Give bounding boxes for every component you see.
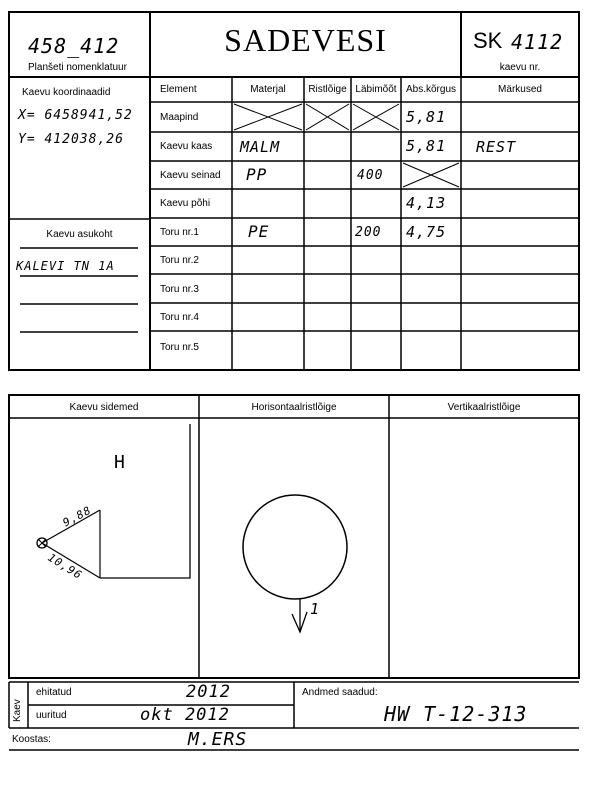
- plan-number: 458_412: [28, 34, 120, 58]
- col-header-markused: Märkused: [498, 84, 542, 95]
- row-abs: 5,81: [406, 108, 447, 126]
- uuritud-label: uuritud: [36, 710, 67, 721]
- col-header-labimoot: Läbimõõt: [355, 84, 397, 95]
- well-prefix: SK: [473, 28, 503, 53]
- row-abs: 5,81: [406, 137, 447, 155]
- row-element: Kaevu kaas: [160, 141, 213, 152]
- well-number: 4112: [511, 30, 564, 54]
- row-materjal: MALM: [240, 138, 281, 156]
- sketch-header-vertical: Vertikaalristlõige: [447, 402, 521, 413]
- row-materjal: PE: [248, 222, 270, 241]
- row-abs: 4,13: [406, 194, 447, 212]
- col-header-ristloige: Ristlõige: [308, 84, 347, 95]
- sketch-header-horizontal: Horisontaalristlõige: [251, 402, 337, 413]
- row-element: Toru nr.3: [160, 284, 199, 295]
- well-label: kaevu nr.: [499, 62, 541, 73]
- pipe-label: 1: [310, 600, 321, 618]
- location-value: KALEVI TN 1A: [16, 259, 115, 273]
- ehitatud-label: ehitatud: [36, 687, 72, 698]
- row-element: Toru nr.4: [160, 312, 199, 323]
- coordinate-y: Y= 412038,26: [18, 132, 124, 147]
- row-element: Maapind: [160, 112, 199, 123]
- coordinates-label: Kaevu koordinaadid: [22, 87, 111, 98]
- row-element: Kaevu seinad: [160, 170, 221, 181]
- row-labimoot: 400: [357, 168, 384, 183]
- sketch-marker-h: H: [114, 452, 126, 473]
- row-element: Kaevu põhi: [160, 198, 211, 209]
- row-markused: REST: [476, 138, 517, 156]
- row-materjal: PP: [246, 165, 268, 184]
- koostas-value: M.ERS: [188, 729, 248, 750]
- andmed-label: Andmed saadud:: [302, 687, 378, 698]
- coordinate-x: X= 6458941,52: [18, 108, 133, 123]
- row-element: Toru nr.1: [160, 227, 199, 238]
- row-element: Toru nr.2: [160, 255, 199, 266]
- page-title: SADEVESI: [224, 22, 387, 58]
- col-header-materjal: Materjal: [250, 84, 286, 95]
- ehitatud-value: 2012: [186, 682, 231, 702]
- andmed-value: HW T-12-313: [384, 702, 528, 726]
- sketch-header-connections: Kaevu sidemed: [69, 402, 139, 413]
- sketch-dimension: 9,88: [60, 503, 94, 530]
- kaev-label: Kaev: [12, 699, 23, 722]
- koostas-label: Koostas:: [12, 734, 51, 745]
- sketch-dimension: 10,96: [45, 550, 85, 583]
- row-element: Toru nr.5: [160, 342, 199, 353]
- location-label: Kaevu asukoht: [46, 229, 113, 240]
- col-header-abs: Abs.kõrgus: [405, 84, 457, 95]
- plan-label: Planšeti nomenklatuur: [28, 62, 127, 73]
- uuritud-value: okt 2012: [140, 705, 230, 725]
- row-abs: 4,75: [406, 223, 447, 241]
- row-labimoot: 200: [355, 225, 382, 240]
- col-header-element: Element: [160, 84, 197, 95]
